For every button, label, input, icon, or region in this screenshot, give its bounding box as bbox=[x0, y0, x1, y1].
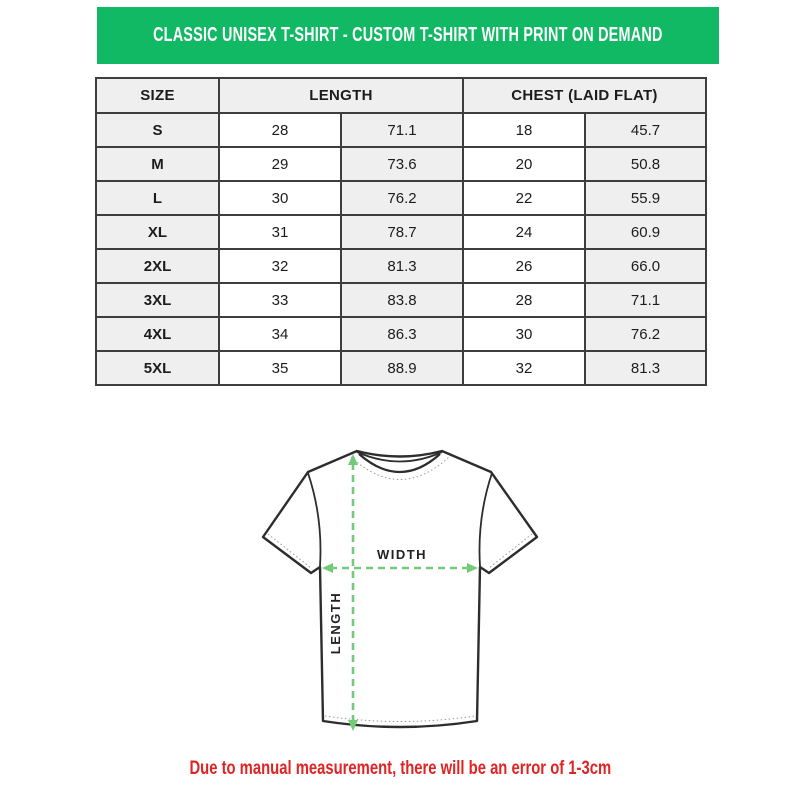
cell-chest-cm: 55.9 bbox=[585, 181, 706, 215]
cell-size: 2XL bbox=[96, 249, 219, 283]
cell-length-in: 35 bbox=[219, 351, 341, 385]
table-row bbox=[96, 215, 706, 249]
col-header-size: SIZE bbox=[96, 78, 219, 113]
cell-length-cm: 83.8 bbox=[341, 283, 463, 317]
cell-chest-cm: 50.8 bbox=[585, 147, 706, 181]
cell-chest-cm: 60.9 bbox=[585, 215, 706, 249]
width-label: WIDTH bbox=[376, 547, 428, 562]
table-header-row bbox=[96, 78, 706, 113]
cell-size: 4XL bbox=[96, 317, 219, 351]
tshirt-diagram bbox=[250, 440, 550, 740]
cell-length-in: 33 bbox=[219, 283, 341, 317]
cell-chest-cm: 76.2 bbox=[585, 317, 706, 351]
cell-size: 3XL bbox=[96, 283, 219, 317]
table-row bbox=[96, 181, 706, 215]
cell-chest-cm: 71.1 bbox=[585, 283, 706, 317]
cell-chest-in: 26 bbox=[463, 249, 585, 283]
table-row bbox=[96, 249, 706, 283]
tshirt-outline bbox=[263, 451, 537, 727]
cell-chest-in: 22 bbox=[463, 181, 585, 215]
table-row bbox=[96, 147, 706, 181]
cell-length-in: 28 bbox=[219, 113, 341, 147]
col-header-length: LENGTH bbox=[219, 78, 463, 113]
table-row bbox=[96, 283, 706, 317]
measurement-note bbox=[0, 758, 800, 780]
cell-size: M bbox=[96, 147, 219, 181]
cell-length-in: 31 bbox=[219, 215, 341, 249]
table-row bbox=[96, 113, 706, 147]
cell-size: XL bbox=[96, 215, 219, 249]
measurement-note-text: Due to manual measurement, there will be an error of 1-3cm bbox=[189, 758, 611, 779]
cell-chest-in: 24 bbox=[463, 215, 585, 249]
cell-length-cm: 71.1 bbox=[341, 113, 463, 147]
cell-chest-cm: 45.7 bbox=[585, 113, 706, 147]
header-banner bbox=[97, 7, 719, 64]
cell-size: L bbox=[96, 181, 219, 215]
cell-size: S bbox=[96, 113, 219, 147]
page-title: CLASSIC UNISEX T-SHIRT - CUSTOM T-SHIRT WITH PRINT ON DEMAND bbox=[153, 24, 663, 46]
table-row bbox=[96, 351, 706, 385]
cell-length-cm: 88.9 bbox=[341, 351, 463, 385]
cell-length-in: 34 bbox=[219, 317, 341, 351]
cell-length-cm: 78.7 bbox=[341, 215, 463, 249]
cell-length-in: 30 bbox=[219, 181, 341, 215]
cell-chest-in: 30 bbox=[463, 317, 585, 351]
cell-length-in: 32 bbox=[219, 249, 341, 283]
cell-chest-cm: 81.3 bbox=[585, 351, 706, 385]
cell-length-cm: 73.6 bbox=[341, 147, 463, 181]
size-chart-table bbox=[95, 77, 707, 386]
length-label: LENGTH bbox=[328, 591, 343, 655]
cell-chest-in: 18 bbox=[463, 113, 585, 147]
cell-size: 5XL bbox=[96, 351, 219, 385]
col-header-chest: CHEST (LAID FLAT) bbox=[463, 78, 706, 113]
table-row bbox=[96, 317, 706, 351]
cell-chest-in: 28 bbox=[463, 283, 585, 317]
cell-length-in: 29 bbox=[219, 147, 341, 181]
cell-chest-cm: 66.0 bbox=[585, 249, 706, 283]
cell-chest-in: 32 bbox=[463, 351, 585, 385]
cell-length-cm: 81.3 bbox=[341, 249, 463, 283]
cell-length-cm: 76.2 bbox=[341, 181, 463, 215]
cell-chest-in: 20 bbox=[463, 147, 585, 181]
cell-length-cm: 86.3 bbox=[341, 317, 463, 351]
